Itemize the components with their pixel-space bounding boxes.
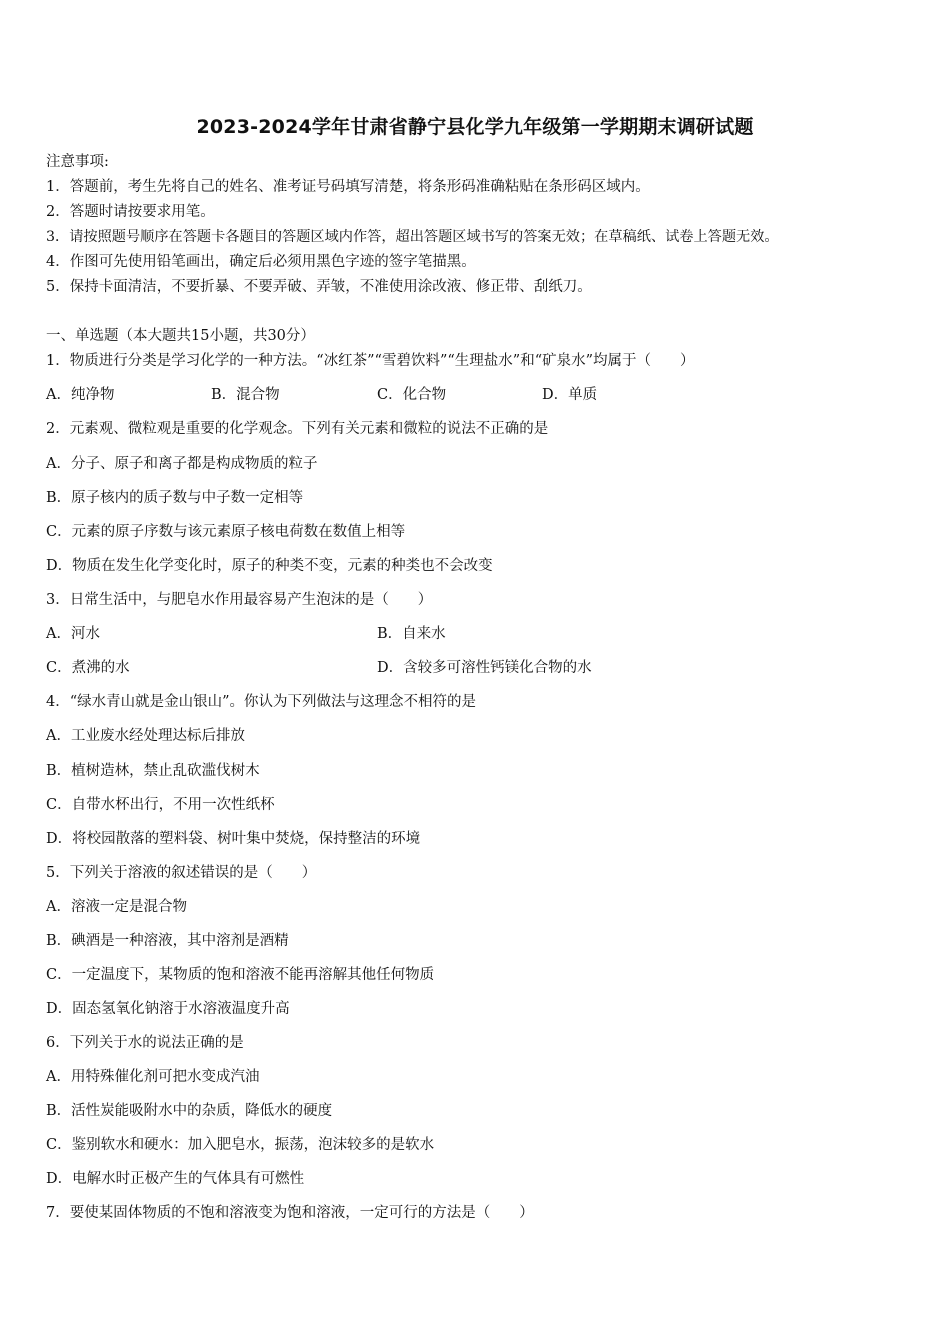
question-option: A．河水 <box>46 626 100 642</box>
question-option: B．碘酒是一种溶液，其中溶剂是酒精 <box>46 933 289 949</box>
question-option: D．物质在发生化学变化时，原子的种类不变，元素的种类也不会改变 <box>46 558 493 574</box>
question-stem: 6．下列关于水的说法正确的是 <box>46 1035 244 1051</box>
notice-item: 5．保持卡面清洁，不要折暴、不要弄破、弄皱，不准使用涂改液、修正带、刮纸刀。 <box>46 279 592 295</box>
exam-title: 2023-2024学年甘肃省静宁县化学九年级第一学期期末调研试题 <box>196 116 754 138</box>
question-option: B．原子核内的质子数与中子数一定相等 <box>46 490 304 506</box>
question-option: A．工业废水经处理达标后排放 <box>46 728 245 744</box>
question-option: A．用特殊催化剂可把水变成汽油 <box>46 1069 260 1085</box>
question-option: B．活性炭能吸附水中的杂质，降低水的硬度 <box>46 1103 333 1119</box>
notice-item: 2．答题时请按要求用笔。 <box>46 204 215 220</box>
question-option: C．煮沸的水 <box>46 660 130 676</box>
question-stem: 1．物质进行分类是学习化学的一种方法。“冰红茶”“雪碧饮料”“生理盐水”和“矿泉水”均属于（ ） <box>46 353 695 369</box>
question-stem: 3．日常生活中，与肥皂水作用最容易产生泡沫的是（ ） <box>46 592 433 608</box>
question-option: C．自带水杯出行，不用一次性纸杯 <box>46 797 275 813</box>
section-heading: 一、单选题（本大题共15小题，共30分） <box>46 328 315 344</box>
notice-item: 4．作图可先使用铅笔画出，确定后必须用黑色字迹的签字笔描黑。 <box>46 254 476 270</box>
notice-item: 3．请按照题号顺序在答题卡各题目的答题区域内作答，超出答题区域书写的答案无效；在草稿纸、试卷上答题无效。 <box>46 229 779 245</box>
question-stem: 2．元素观、微粒观是重要的化学观念。下列有关元素和微粒的说法不正确的是 <box>46 421 549 437</box>
notice-heading: 注意事项: <box>46 154 109 170</box>
question-option: C．一定温度下，某物质的饱和溶液不能再溶解其他任何物质 <box>46 967 435 983</box>
question-option: D．电解水时正极产生的气体具有可燃性 <box>46 1171 305 1187</box>
notice-item: 1．答题前，考生先将自己的姓名、准考证号码填写清楚，将条形码准确粘贴在条形码区域内。 <box>46 179 650 195</box>
question-option: D．固态氢氧化钠溶于水溶液温度升高 <box>46 1001 290 1017</box>
question-option: A．溶液一定是混合物 <box>46 899 187 915</box>
question-stem: 7．要使某固体物质的不饱和溶液变为饱和溶液，一定可行的方法是（ ） <box>46 1205 534 1221</box>
question-option: B．自来水 <box>377 626 446 642</box>
question-option: C．鉴别软水和硬水：加入肥皂水，振荡，泡沫较多的是软水 <box>46 1137 435 1153</box>
question-stem: 4．“绿水青山就是金山银山”。你认为下列做法与这理念不相符的是 <box>46 694 477 710</box>
question-option: C．化合物 <box>377 387 447 403</box>
question-option: B．植树造林，禁止乱砍滥伐树木 <box>46 763 260 779</box>
question-option: A．分子、原子和离子都是构成物质的粒子 <box>46 456 318 472</box>
question-option: B．混合物 <box>211 387 280 403</box>
question-option: C．元素的原子序数与该元素原子核电荷数在数值上相等 <box>46 524 406 540</box>
question-option: D．单质 <box>542 387 598 403</box>
question-option: D．将校园散落的塑料袋、树叶集中焚烧，保持整洁的环境 <box>46 831 421 847</box>
question-stem: 5．下列关于溶液的叙述错误的是（ ） <box>46 865 317 881</box>
question-option: A．纯净物 <box>46 387 115 403</box>
question-option: D．含较多可溶性钙镁化合物的水 <box>377 660 592 676</box>
